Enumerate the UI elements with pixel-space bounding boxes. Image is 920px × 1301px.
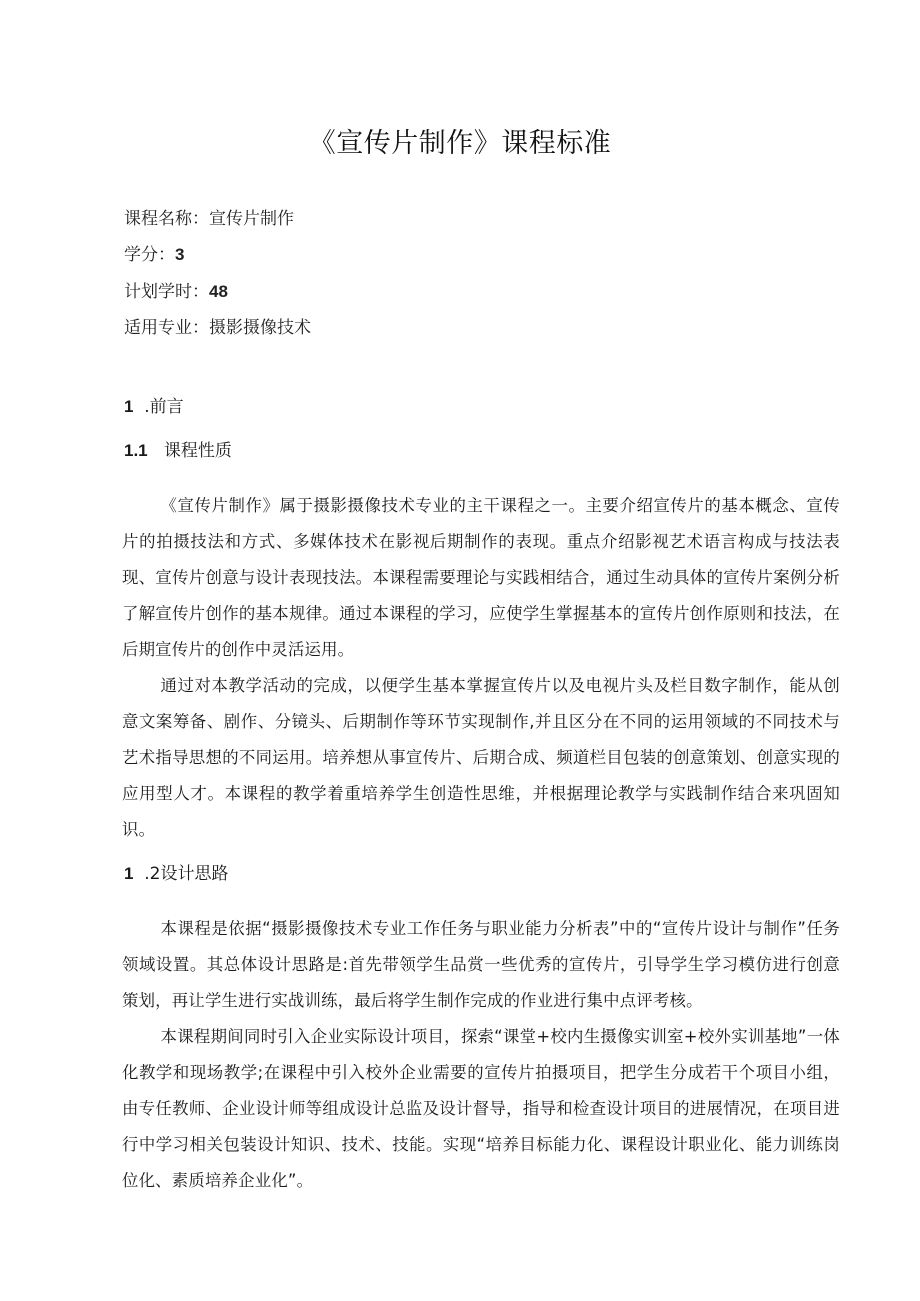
section-1-1-title: 课程性质	[163, 441, 232, 461]
section-1-2-body	[122, 911, 840, 1199]
section-1-1-heading	[124, 439, 232, 463]
section-1-2-number: 1	[124, 864, 134, 883]
major-label: 适用专业：	[124, 318, 209, 338]
hours-value: 48	[209, 282, 228, 301]
paragraph: 《宣传片制作》属于摄影摄像技术专业的主干课程之一。主要介绍宣传片的基本概念、宣传片的拍摄技法和方式、多媒体技术在影视后期制作的表现。重点介绍影视艺术语言构成与技法表现、宣传片创意与设计表现技法。本课程需要理论与实践相结合，通过生动具体的宣传片案例分析了解宣传片创作的基本规律。通过本课程的学习，应使学生掌握基本的宣传片创作原则和技法，在后期宣传片的创作中灵活运用。	[122, 496, 840, 659]
section-1-1-number: 1.1	[124, 441, 148, 460]
meta-credits	[124, 243, 184, 267]
credits-label: 学分：	[124, 245, 175, 265]
course-name-label: 课程名称：	[124, 209, 209, 229]
hours-label: 计划学时：	[124, 282, 209, 302]
credits-value: 3	[175, 245, 185, 264]
meta-course-name	[124, 207, 294, 231]
course-name-value: 宣传片制作	[209, 209, 294, 229]
paragraph: 本课程是依据“摄影摄像技术专业工作任务与职业能力分析表”中的“宣传片设计与制作”任务领域设置。其总体设计思路是:首先带领学生品赏一些优秀的宣传片，引导学生学习模仿进行创意策划，再让学生进行实战训练，最后将学生制作完成的作业进行集中点评考核。	[122, 919, 840, 1010]
paragraph: 通过对本教学活动的完成，以便学生基本掌握宣传片以及电视片头及栏目数字制作，能从创意文案筹备、剧作、分镜头、后期制作等环节实现制作,并且区分在不同的运用领域的不同技术与艺术指导思想的不同运用。培养想从事宣传片、后期合成、频道栏目包装的创意策划、创意实现的应用型人才。本课程的教学着重培养学生创造性思维，并根据理论教学与实践制作结合来巩固知识。	[122, 676, 840, 839]
section-1-title: .前言	[144, 397, 184, 417]
section-1-2-title: .2设计思路	[144, 864, 229, 884]
paragraph: 本课程期间同时引入企业实际设计项目，探索“课堂+校内生摄像实训室+校外实训基地”一体化教学和现场教学;在课程中引入校外企业需要的宣传片拍摄项目，把学生分成若干个项目小组，由专任教师、企业设计师等组成设计总监及设计督导，指导和检查设计项目的进展情况，在项目进行中学习相关包装设计知识、技术、技能。实现“培养目标能力化、课程设计职业化、能力训练岗位化、素质培养企业化”。	[122, 1027, 840, 1190]
section-1-1-body	[122, 488, 840, 848]
major-value: 摄影摄像技术	[209, 318, 311, 338]
meta-major	[124, 316, 311, 340]
section-1-heading	[124, 395, 184, 419]
page-title: 《宣传片制作》课程标准	[308, 128, 612, 159]
section-1-2-heading	[124, 862, 229, 886]
section-1-number: 1	[124, 397, 134, 416]
meta-hours	[124, 280, 228, 304]
